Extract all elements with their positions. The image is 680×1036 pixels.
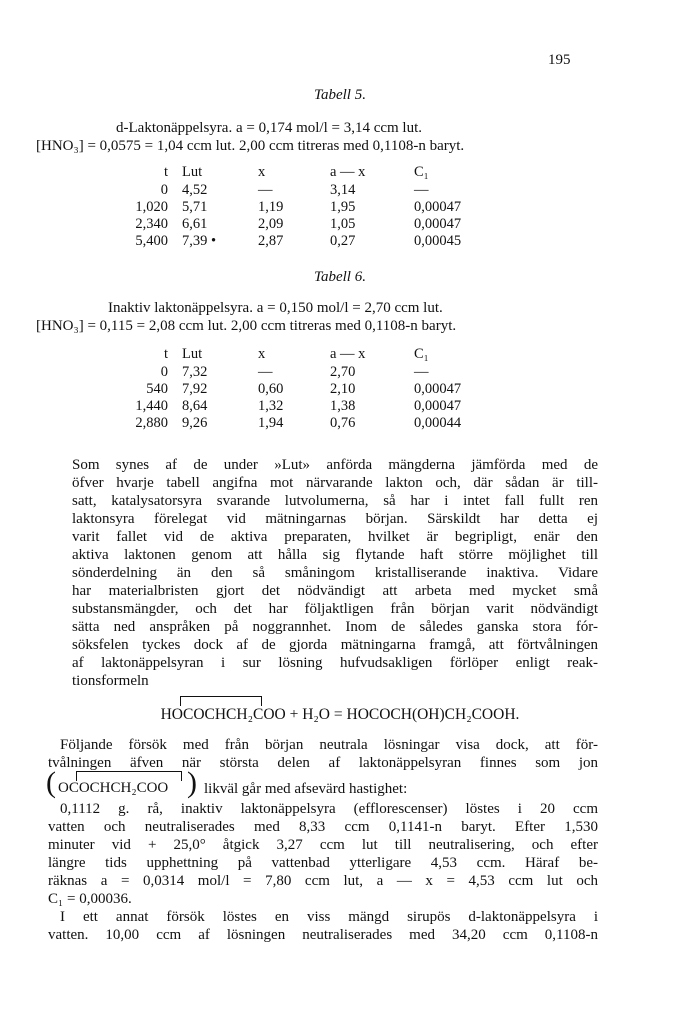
cell-a-minus-x: 3,14	[330, 182, 356, 198]
cell-x: 1,32	[258, 398, 284, 414]
paragraph-line: af laktonäppelsyran i sur lösning hufvudsakligen förlöper enligt reak-	[72, 655, 598, 671]
table5	[88, 164, 504, 250]
cell-c1: —	[414, 364, 429, 380]
col-header-x: x	[258, 346, 266, 362]
paragraph-line: längre tids upphettning på vattenbad ytterligare 4,53 ccm. Häraf be-	[48, 855, 598, 871]
table6-condition-line1: Inaktiv laktonäppelsyra. a = 0,150 mol/l = 2,70 ccm lut.	[108, 300, 443, 316]
paragraph-line: varit fallet vid de aktiva preparaten, hvilket är begripligt, enär den	[72, 529, 598, 545]
reaction-equation: HOCOCHCH₂COO + H₂O = HOCOCH(OH)CH₂COOH.	[160, 706, 520, 723]
paragraph-line: vatten. 10,00 ccm af lösningen neutraliserades med 34,20 ccm 0,1108-n	[48, 927, 598, 943]
paragraph-line: har materialbristen gjort det nödvändigt att arbeta med mycket små	[72, 583, 598, 599]
table5-header-row	[88, 164, 504, 182]
cell-x: —	[258, 364, 273, 380]
paragraph-line: satt, katalysatorsyra svarande lutvolumerna, så har i intet fall fullt ren	[72, 493, 598, 509]
table5-caption: Tabell 5.	[314, 87, 366, 103]
cell-t: 5,400	[135, 233, 168, 249]
table-row	[88, 398, 504, 415]
table-row	[88, 199, 504, 216]
cell-a-minus-x: 1,95	[330, 199, 356, 215]
cell-x: 2,87	[258, 233, 284, 249]
left-parenthesis: (	[46, 766, 56, 799]
paragraph-line: tionsformeln	[72, 673, 149, 689]
paragraph-neutral-solutions	[48, 736, 598, 772]
cell-x: 0,60	[258, 381, 284, 397]
paragraph-line: söksfelen tyckes dock af de gjorda mätningarna framgå, att förtvålningen	[72, 637, 598, 653]
cell-a-minus-x: 1,05	[330, 216, 356, 232]
table-row	[88, 182, 504, 199]
cell-t: 1,020	[135, 199, 168, 215]
table-row	[88, 415, 504, 432]
lactone-ring-bond	[180, 696, 262, 706]
cell-a-minus-x: 0,76	[330, 415, 356, 431]
col-header-lut: Lut	[182, 346, 203, 362]
table-row	[88, 216, 504, 233]
cell-lut: 7,92	[182, 381, 208, 397]
table6-header-row	[88, 346, 504, 364]
paragraph-line: Som synes af de under »Lut» anförda mängderna jämförda med de	[72, 457, 598, 473]
cell-lut: 9,26	[182, 415, 208, 431]
paragraph-line: vatten och neutraliserades med 8,33 ccm 0,1141-n baryt. Efter 1,530	[48, 819, 598, 835]
cell-lut: 5,71	[182, 199, 208, 215]
cell-c1: 0,00045	[414, 233, 462, 249]
col-header-x: x	[258, 164, 266, 180]
table6	[88, 346, 504, 432]
cell-c1: 0,00047	[414, 216, 462, 232]
table-row	[88, 364, 504, 381]
paragraph-discussion	[72, 456, 598, 690]
col-header-c1: C₁	[414, 346, 429, 362]
cell-t: 540	[146, 381, 168, 397]
col-header-t: t	[163, 164, 168, 180]
table6-caption: Tabell 6.	[314, 269, 366, 285]
cell-lut: 6,61	[182, 216, 208, 232]
cell-x: —	[258, 182, 273, 198]
paragraph-line: öfver hvarje tabell angifna mot närvarande lakton och, där sådan är till-	[72, 475, 598, 491]
cell-t: 2,340	[135, 216, 168, 232]
right-parenthesis: )	[187, 766, 197, 799]
col-header-a-minus-x: a — x	[330, 346, 366, 362]
table5-condition-line2: [HNO₃] = 0,0575 = 1,04 ccm lut. 2,00 ccm titreras med 0,1108-n baryt.	[36, 138, 465, 154]
col-header-lut: Lut	[182, 164, 203, 180]
paragraph-line: minuter vid + 25,0° åtgick 3,27 ccm lut till neutralisering, och efter	[48, 837, 598, 853]
ion-formula: OCOCHCH₂COO	[58, 780, 169, 796]
cell-t: 0	[160, 182, 168, 198]
cell-a-minus-x: 0,27	[330, 233, 356, 249]
paragraph-line: sönderdelning än den så småningom kristalliserande inaktiva. Vidare	[72, 565, 598, 581]
paragraph-line: 0,1112 g. rå, inaktiv laktonäppelsyra (efflorescenser) löstes i 20 ccm	[60, 801, 598, 817]
paragraph-line: substansmängder, och det har följaktligen från början varit nödvändigt	[72, 601, 598, 617]
cell-c1: 0,00047	[414, 199, 462, 215]
cell-a-minus-x: 2,10	[330, 381, 356, 397]
cell-x: 2,09	[258, 216, 284, 232]
cell-lut: 8,64	[182, 398, 208, 414]
table-row	[88, 381, 504, 398]
paragraph-line: C₁ = 0,00036.	[48, 891, 132, 907]
col-header-a-minus-x: a — x	[330, 164, 366, 180]
cell-c1: 0,00047	[414, 398, 462, 414]
cell-t: 1,440	[135, 398, 168, 414]
paragraph-experiment-2	[48, 908, 598, 944]
col-header-c1: C₁	[414, 164, 429, 180]
paragraph-line: sätta ned anspråken på noggrannhet. Inom de således ganska stora fór-	[72, 619, 598, 635]
cell-t: 2,880	[135, 415, 168, 431]
cell-lut: 7,32	[182, 364, 208, 380]
paragraph-experiment-1	[48, 800, 598, 908]
cell-c1: 0,00044	[414, 415, 462, 431]
ion-line-text: likväl går med afsevärd hastighet:	[204, 781, 408, 797]
paragraph-line: tvålningen äfven när största delen af laktonäppelsyran finnes som jon	[48, 755, 598, 771]
paragraph-line: räknas a = 0,0314 mol/l = 7,80 ccm lut, a — x = 4,53 ccm lut och	[48, 873, 598, 889]
cell-a-minus-x: 1,38	[330, 398, 356, 414]
page-number: 195	[548, 52, 571, 68]
cell-c1: 0,00047	[414, 381, 462, 397]
cell-c1: —	[414, 182, 429, 198]
paragraph-line: laktonsyra förelegat vid mätningarnas början. Särskildt har detta ej	[72, 511, 598, 527]
table-row	[88, 233, 504, 250]
cell-a-minus-x: 2,70	[330, 364, 356, 380]
cell-t: 0	[160, 364, 168, 380]
cell-x: 1,94	[258, 415, 284, 431]
col-header-t: t	[163, 346, 168, 362]
paragraph-line: I ett annat försök löstes en viss mängd sirupös d-laktonäppelsyra i	[60, 909, 598, 925]
cell-x: 1,19	[258, 199, 284, 215]
paragraph-line: Följande försök med från början neutrala lösningar visa dock, att för-	[60, 737, 598, 753]
table6-condition-line2: [HNO₃] = 0,115 = 2,08 ccm lut. 2,00 ccm titreras med 0,1108-n baryt.	[36, 318, 457, 334]
cell-lut: 4,52	[182, 182, 208, 198]
paragraph-line: aktiva laktonen genom att hålla sig flytande haft större möjlighet till	[72, 547, 598, 563]
table5-condition-line1: d-Laktonäppelsyra. a = 0,174 mol/l = 3,14 ccm lut.	[116, 120, 423, 136]
cell-lut: 7,39 •	[182, 233, 217, 249]
